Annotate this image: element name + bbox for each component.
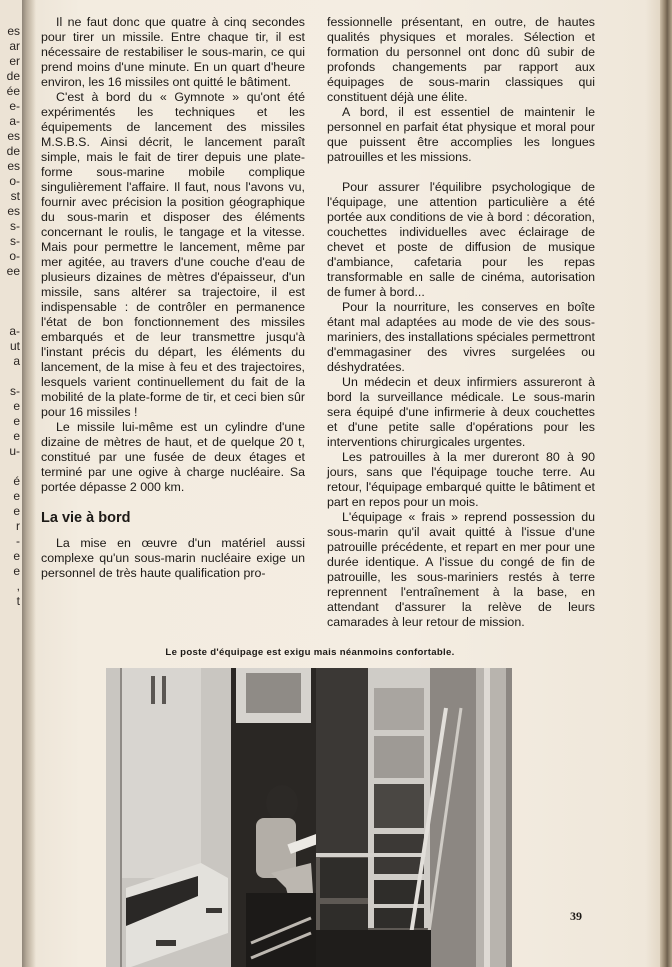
bleed-text-fragment: - [16, 534, 20, 548]
locker-door [316, 668, 372, 853]
bleed-text-fragment: e- [9, 99, 20, 113]
crew-quarters-photo [106, 668, 512, 967]
bleed-text-fragment: s- [10, 234, 20, 248]
bleed-text-fragment: es [7, 159, 20, 173]
paragraph: L'équipage « frais » reprend possession du sous-marin qu'il avait quitté à l'issue d'une patrouille précédente, et repart en mer pour une durée identique. A l'issue du congé de fin de patrouille, les sous-mariniers restés à terre reprennent l'entraînement à la base, en attendant d'assurer la relève de leurs camarades à leur retour de mission. [327, 510, 595, 629]
page-gutter-shadow [22, 0, 36, 967]
bleed-text-fragment: t [16, 594, 20, 608]
page-edge [660, 0, 672, 967]
bleed-text-fragment: e [13, 429, 20, 443]
paragraph: Il ne faut donc que quatre à cinq secondes pour tirer un missile. Entre chaque tir, il est nécessaire de restabiliser le sous-marin, ce qui prend moins d'une minute. En un quart d'heure environ, les 16 missiles ont quitté le bâtiment. [41, 15, 305, 89]
bleed-text-fragment: e [13, 504, 20, 518]
bleed-text-fragment: r [16, 519, 20, 533]
person [266, 785, 298, 821]
paragraph: fessionnelle présentant, en outre, de hautes qualités physiques et morales. Sélection et formation du personnel ont donc dû subir de profonds changements par rapport aux équipages de sous-marin classiques qui constituent déjà une élite. [327, 15, 595, 104]
bleed-text-fragment: , [16, 579, 20, 593]
bleed-text-fragment: u- [9, 444, 20, 458]
bleed-text-fragment: es [7, 129, 20, 143]
bleed-text-fragment: a- [9, 114, 20, 128]
bleed-text-fragment: ut [9, 339, 20, 353]
bleed-text-fragment: a- [9, 324, 20, 338]
bleed-text-fragment: ée [6, 84, 20, 98]
bleed-text-fragment: e [13, 489, 20, 503]
bleed-text-fragment: s- [10, 219, 20, 233]
right-column [327, 15, 595, 630]
figure-caption: Le poste d'équipage est exigu mais néanmoins confortable. [165, 647, 455, 658]
bleed-text-fragment: ee [6, 264, 20, 278]
bleed-text-fragment: de [6, 69, 20, 83]
previous-page-bleed [0, 0, 24, 967]
bleed-text-fragment: ar [9, 39, 20, 53]
bleed-text-fragment: o- [9, 249, 20, 263]
bleed-text-fragment: de [6, 144, 20, 158]
left-column [41, 15, 305, 581]
bleed-text-fragment: er [9, 54, 20, 68]
bleed-text-fragment: es [7, 24, 20, 38]
bleed-text-fragment: s- [10, 384, 20, 398]
bleed-text-fragment: e [13, 399, 20, 413]
section-heading: La vie à bord [41, 510, 131, 526]
bleed-text-fragment: st [10, 189, 20, 203]
bleed-text-fragment: é [13, 474, 20, 488]
bleed-text-fragment: e [13, 549, 20, 563]
paragraph: C'est à bord du « Gymnote » qu'ont été expérimentés les techniques et les équipements de lancement des missiles M.S.B.S. Ainsi décrit, le lancement paraît simple, mais le fait de tirer depuis une plate-forme sous-marine mobile complique singulièrement l'affaire. Il faut, nous l'avons vu, fournir avec précision la position géographique du sous-marin et disposer des éléments concernant le roulis, le tangage et la vitesse. Mais pour permettre le lancement, même par mer agitée, au travers d'une couche d'eau de plusieurs dizaines de mètres d'épaisseur, d'un missile, sans altérer sa trajectoire, il est indispensable : de contrôler en permanence l'état de bon fonctionnement des missiles embarqués et de leur transmettre jusqu'à l'instant précis du départ, les éléments du lancement, de la mise à feu et des trajectoires, lesquels varient continuellement du fait de la mobilité de la plate-forme de tir, et ceci bien sûr pour 16 missiles ! [41, 90, 305, 419]
bleed-text-fragment: es [7, 204, 20, 218]
paragraph: La mise en œuvre d'un matériel aussi complexe qu'un sous-marin nucléaire exige un personnel de très haute qualification pro- [41, 536, 305, 580]
bleed-text-fragment: e [13, 414, 20, 428]
paragraph: Un médecin et deux infirmiers assureront à bord la surveillance médicale. Le sous-marin sera équipé d'une infirmerie à deux couchettes et d'une petite salle d'opérations pour les interventions chirurgicales urgentes. [327, 375, 595, 449]
bleed-text-fragment: o- [9, 174, 20, 188]
page-number: 39 [570, 909, 582, 923]
paragraph: Le missile lui-même est un cylindre d'une dizaine de mètres de haut, et de quelque 20 t, constitué par une fusée de deux étages et terminé par une ogive à charge nucléaire. Sa portée dépasse 2 000 km. [41, 420, 305, 494]
bleed-text-fragment: e [13, 564, 20, 578]
paragraph: Pour la nourriture, les conserves en boîte étant mal adaptées au mode de vie des sous-mariniers, des installations spéciales permettront d'emmagasiner des vivres surgelées ou déshydratées. [327, 300, 595, 374]
paragraph: A bord, il est essentiel de maintenir le personnel en parfait état physique et moral pour que puissent être accomplies les longues patrouilles et les missions. [327, 105, 595, 164]
bleed-text-fragment: a [13, 354, 20, 368]
photo-illustration [106, 668, 512, 967]
paragraph: Les patrouilles à la mer dureront 80 à 90 jours, sans que l'équipage touche terre. Au retour, l'équipage embarqué quitte le bâtiment et part en repos pour un mois. [327, 450, 595, 509]
paragraph: Pour assurer l'équilibre psychologique de l'équipage, une attention particulière a été portée aux conditions de vie à bord : décoration, couchettes individuelles avec éclairage de chevet et poste de diffusion de musique d'ambiance, cafetaria pour les repas transformable en salle de cinéma, autorisation de fumer à bord... [327, 180, 595, 299]
